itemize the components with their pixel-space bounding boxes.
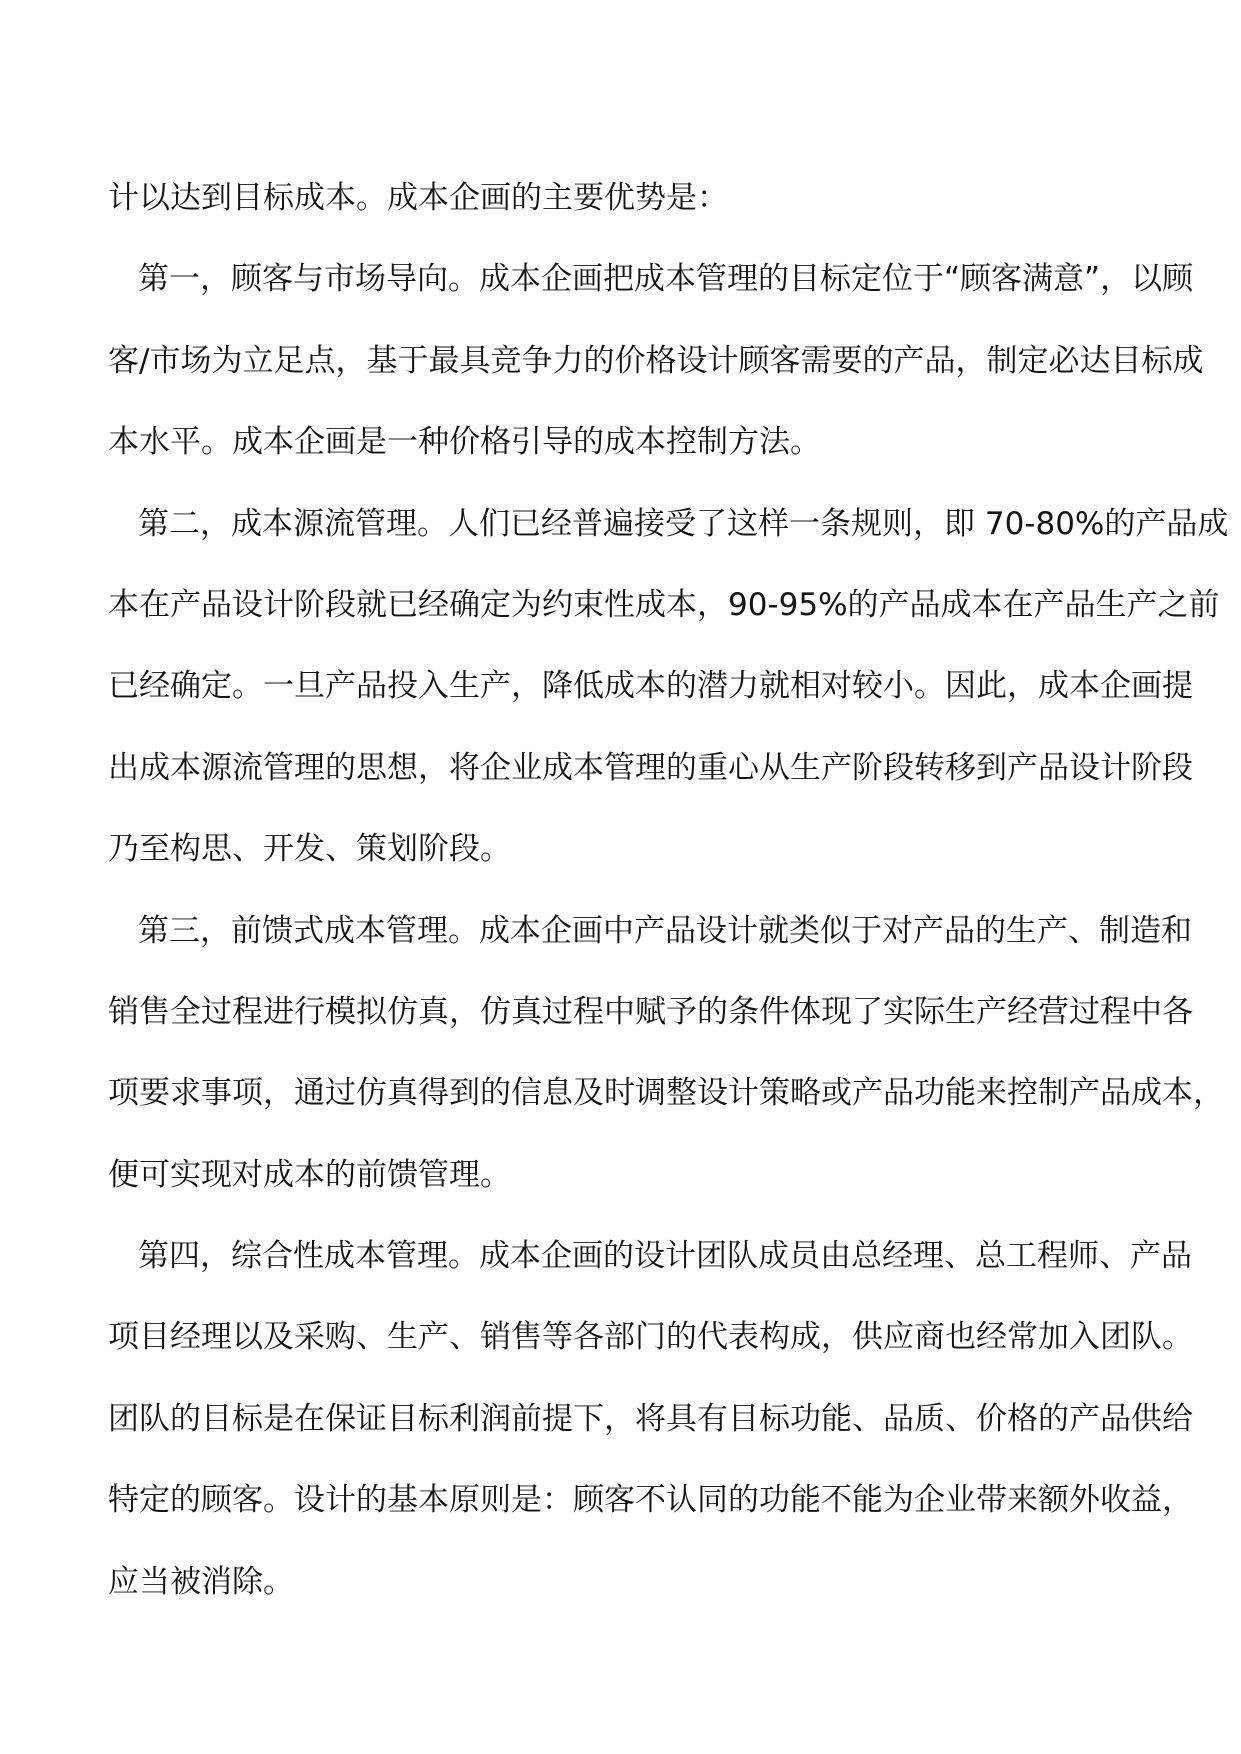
paragraph-1-line-1: 第一，顾客与市场导向。成本企画把成本管理的目标定位于“顾客满意”，以顾	[138, 261, 1194, 298]
document-body	[108, 158, 1229, 1623]
text-line: 本水平。成本企画是一种价格引导的成本控制方法。	[108, 424, 821, 461]
text-line: 项目经理以及采购、生产、销售等各部门的代表构成，供应商也经常加入团队。	[108, 1319, 1193, 1356]
text-line: 销售全过程进行模拟仿真，仿真过程中赋予的条件体现了实际生产经营过程中各	[108, 993, 1193, 1030]
paragraph-3-line-1: 第三，前馈式成本管理。成本企画中产品设计就类似于对产品的生产、制造和	[138, 912, 1192, 949]
text-line: 特定的顾客。设计的基本原则是：顾客不认同的功能不能为企业带来额外收益，	[108, 1482, 1193, 1519]
text-line: 已经确定。一旦产品投入生产，降低成本的潜力就相对较小。因此，成本企画提	[108, 668, 1193, 705]
text-line: 本在产品设计阶段就已经确定为约束性成本，90-95%的产品成本在产品生产之前	[108, 586, 1220, 623]
text-line: 客/市场为立足点，基于最具竞争力的价格设计顾客需要的产品，制定必达目标成	[108, 342, 1204, 379]
text-line: 团队的目标是在保证目标利润前提下，将具有目标功能、品质、价格的产品供给	[108, 1400, 1193, 1437]
text-line: 应当被消除。	[108, 1563, 294, 1600]
paragraph-2-line-1: 第二，成本源流管理。人们已经普遍接受了这样一条规则，即 70-80%的产品成	[138, 505, 1229, 542]
paragraph-4-line-1: 第四，综合性成本管理。成本企画的设计团队成员由总经理、总工程师、产品	[138, 1238, 1192, 1275]
text-line: 出成本源流管理的思想，将企业成本管理的重心从生产阶段转移到产品设计阶段	[108, 749, 1193, 786]
text-line: 计以达到目标成本。成本企画的主要优势是：	[108, 180, 728, 216]
text-line: 项要求事项，通过仿真得到的信息及时调整设计策略或产品功能来控制产品成本，	[108, 1075, 1224, 1112]
text-line: 乃至构思、开发、策划阶段。	[108, 831, 511, 868]
text-line: 便可实现对成本的前馈管理。	[108, 1156, 511, 1193]
